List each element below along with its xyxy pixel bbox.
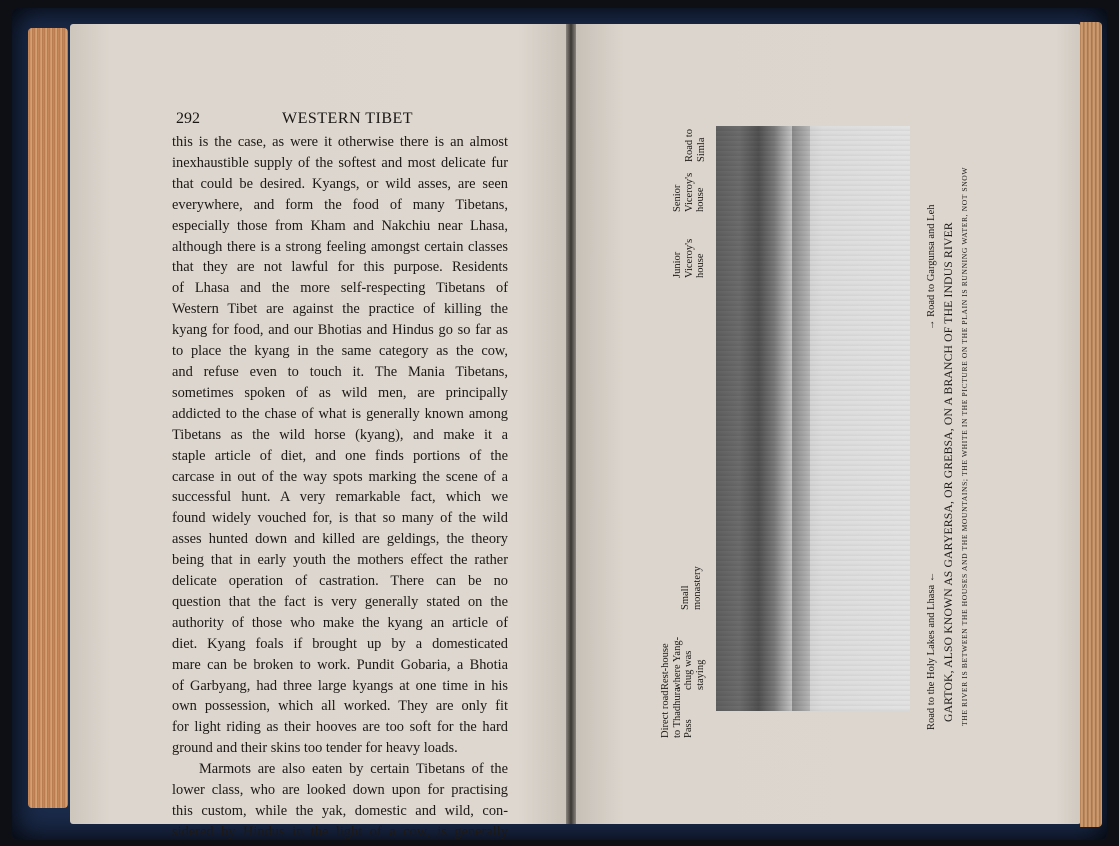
label-line: Direct road [660, 690, 671, 738]
text-line: addicted to the chase of what is generally known among [172, 405, 508, 422]
text-line: asses hunted down and killed are geldings, the theory [172, 531, 508, 548]
text-line: own possession, which all worked. They are only fit [172, 698, 508, 715]
text-line: ground and their skins too tender for heavy loads. [172, 740, 458, 757]
text-line: delicate operation of castration. There can be no [172, 573, 508, 590]
text-line: for light riding as their hooves are too soft for the hard [172, 719, 508, 736]
text-line: kyang for food, and our Bhotias and Hindus go so far as [172, 322, 508, 339]
page-number: 292 [176, 110, 200, 127]
text-line: of Lhasa and the more self-respecting Tibetans of [172, 280, 508, 297]
text-line: to place the kyang in the same category as the cow, [172, 343, 508, 360]
label-line: Small [680, 585, 691, 610]
label-junior-viceroy [672, 239, 707, 278]
label-line: Viceroy's [683, 172, 695, 212]
text-line: lower class, who are looked down upon for practising [172, 782, 508, 799]
label-line: house [695, 187, 706, 212]
label-line: to Thadhura [671, 687, 683, 738]
text-line: especially those from Kham and Nakchiu near Lhasa, [172, 217, 508, 234]
text-line: and refuse even to touch it. The Mania Tibetans, [172, 363, 508, 380]
text-line: being that in early youth the mothers effect the rather [172, 552, 508, 569]
text-line: this is the case, as were it otherwise there is an almost [172, 134, 508, 150]
text-line: found widely vouched for, is that so many of the wild [172, 510, 508, 527]
book-gutter [566, 24, 576, 824]
label-line: Junior [672, 251, 683, 278]
text-line: inexhaustible supply of the softest and most delicate fur [172, 154, 508, 171]
label-line: house [695, 253, 706, 278]
text-line: question that the fact is very generally stated on the [172, 593, 508, 610]
caption-road-leh: → Road to Gargunsa and Leh [926, 204, 937, 330]
text-line: Western Tibet are against the practice of killing the [172, 301, 508, 318]
label-line: Senior [672, 184, 683, 212]
body-text [172, 132, 508, 843]
label-line: staying [694, 659, 706, 690]
page-header [176, 110, 496, 132]
text-line: Tibetans as the wild horse (kyang), and make it a [172, 426, 508, 443]
text-line: of Garbyang, had three large kyangs at one time in his [172, 677, 508, 694]
text-line: this custom, while the yak, domestic and wild, con- [172, 803, 508, 819]
text-line: that they are not lawful for this purpose. Residents [172, 259, 508, 276]
running-title: WESTERN TIBET [282, 110, 414, 127]
text-line: sidered by Hindus in the light of a cow, is generally [172, 823, 508, 840]
text-line: sometimes spoken of as wild men, are principally [172, 384, 508, 401]
text-line: Marmots are also eaten by certain Tibetans of the [172, 761, 508, 778]
text-line: carcase in out of the way spots marking the scene of a [172, 468, 508, 485]
label-rest-house [660, 637, 706, 690]
label-line: Rest-house [660, 643, 671, 690]
label-line: Road to [684, 129, 695, 162]
label-line: Pass [683, 719, 694, 738]
text-line: that could be desired. Kyangs, or wild asses, are seen [172, 175, 508, 192]
label-line: Simla [695, 137, 707, 162]
label-line: monastery [691, 566, 703, 610]
label-line: chug was [683, 650, 694, 690]
page-edges-left [28, 28, 68, 808]
figure-subcaption: THE RIVER IS BETWEEN THE HOUSES AND THE MOUNTAINS; THE WHITE IN THE PICTURE ON THE PLAIN IS RUNNING WATER, NOT SNOW [960, 166, 969, 726]
label-road-simla [684, 129, 707, 162]
figure-caption: GARTOK, ALSO KNOWN AS GARYERSA, OR GREBSA, ON A BRANCH OF THE INDUS RIVER [942, 222, 955, 722]
text-line: mare can be broken to work. Pundit Gobaria, a Bhotia [172, 656, 508, 673]
mountain-ridge [792, 126, 810, 711]
text-line: staple article of diet, and one finds portions of the [172, 447, 508, 464]
label-direct-road [660, 687, 695, 738]
page-edges-right [1080, 22, 1102, 827]
label-line: Viceroy's [683, 238, 695, 278]
text-line: authority of those who make the kyang an article of [172, 614, 508, 631]
text-line: everywhere, and form the food of many Tibetans, [172, 196, 508, 213]
gartok-photograph [716, 126, 910, 711]
label-senior-viceroy [672, 173, 707, 212]
text-line: diet. Kyang foals if brought up by a domesticated [172, 635, 508, 652]
text-line: although there is a strong feeling amongst certain classes [172, 238, 508, 255]
text-line: successful hunt. A very remarkable fact, which we [172, 489, 508, 506]
caption-road-lhasa: Road to the Holy Lakes and Lhasa ← [926, 571, 937, 730]
label-line: where Yang- [671, 636, 683, 690]
label-small-monastery [680, 566, 703, 610]
